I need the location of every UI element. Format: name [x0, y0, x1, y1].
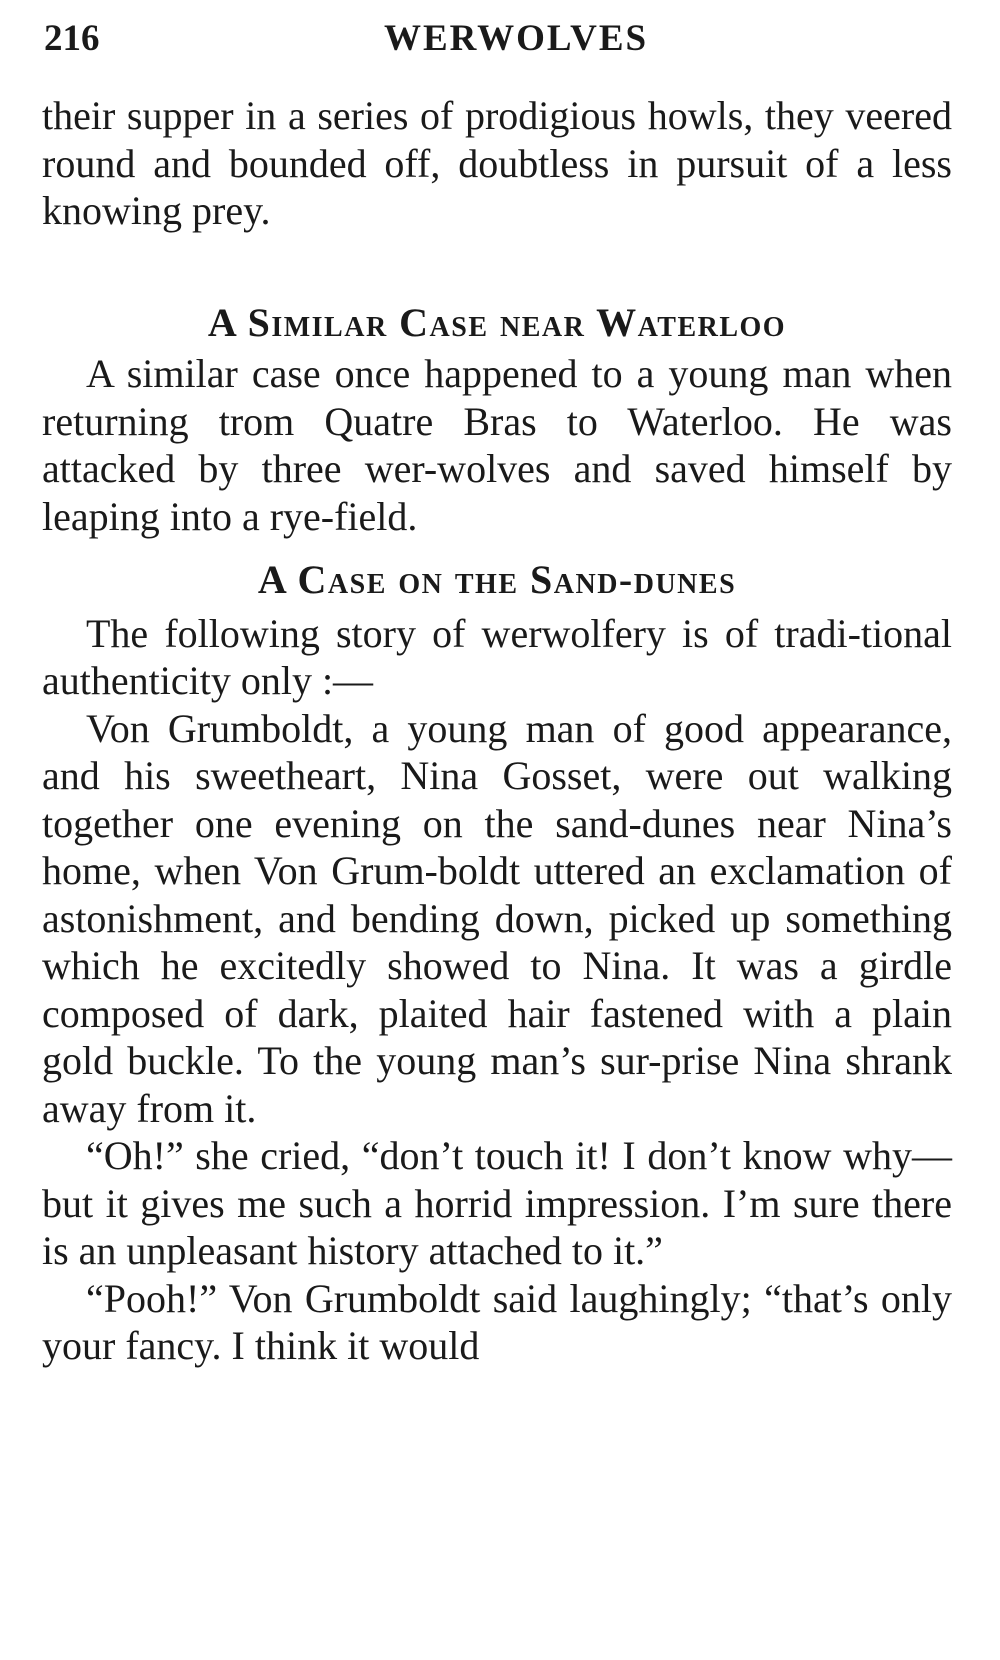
- paragraph-waterloo-case: A similar case once happened to a young man when returning trom Quatre Bras to Waterloo. He was attacked by three wer-wolves and saved himself by leaping into a rye-field.: [42, 351, 952, 539]
- section-heading-sand-dunes: A Case on the Sand-dunes: [257, 557, 737, 602]
- body-text: [42, 92, 952, 1370]
- running-head: [44, 14, 954, 64]
- running-title: WERWOLVES: [384, 18, 649, 59]
- paragraph-nina-reply: “Oh!” she cried, “don’t touch it! I don’t know why—but it gives me such a horrid impression. I’m sure there is an unpleasant history attached to it.”: [42, 1133, 952, 1273]
- paragraph-pooh-reply: “Pooh!” Von Grumboldt said laughingly; “that’s only your fancy. I think it would: [42, 1275, 952, 1368]
- section-heading-waterloo: A Similar Case near Waterloo: [207, 299, 787, 345]
- paragraph-von-grumboldt: Von Grumboldt, a young man of good appearance, and his sweetheart, Nina Gosset, were out walking together one evening on the sand-dunes near Nina’s home, when Von Grum-boldt uttered an exclamation of astonishment, and bending down, picked up something which he excitedly showed to Nina. It was a girdle composed of dark, plaited hair fastened with a plain gold buckle. To the young man’s sur-prise Nina shrank away from it.: [42, 705, 952, 1131]
- paragraph-story-intro: The following story of werwolfery is of tradi-tional authenticity only :—: [42, 610, 952, 703]
- page-number: 216: [44, 18, 100, 59]
- book-page: [32, 0, 972, 1660]
- paragraph-continuation: their supper in a series of prodigious howls, they veered round and bounded off, doubtless in pursuit of a less knowing prey.: [42, 93, 952, 233]
